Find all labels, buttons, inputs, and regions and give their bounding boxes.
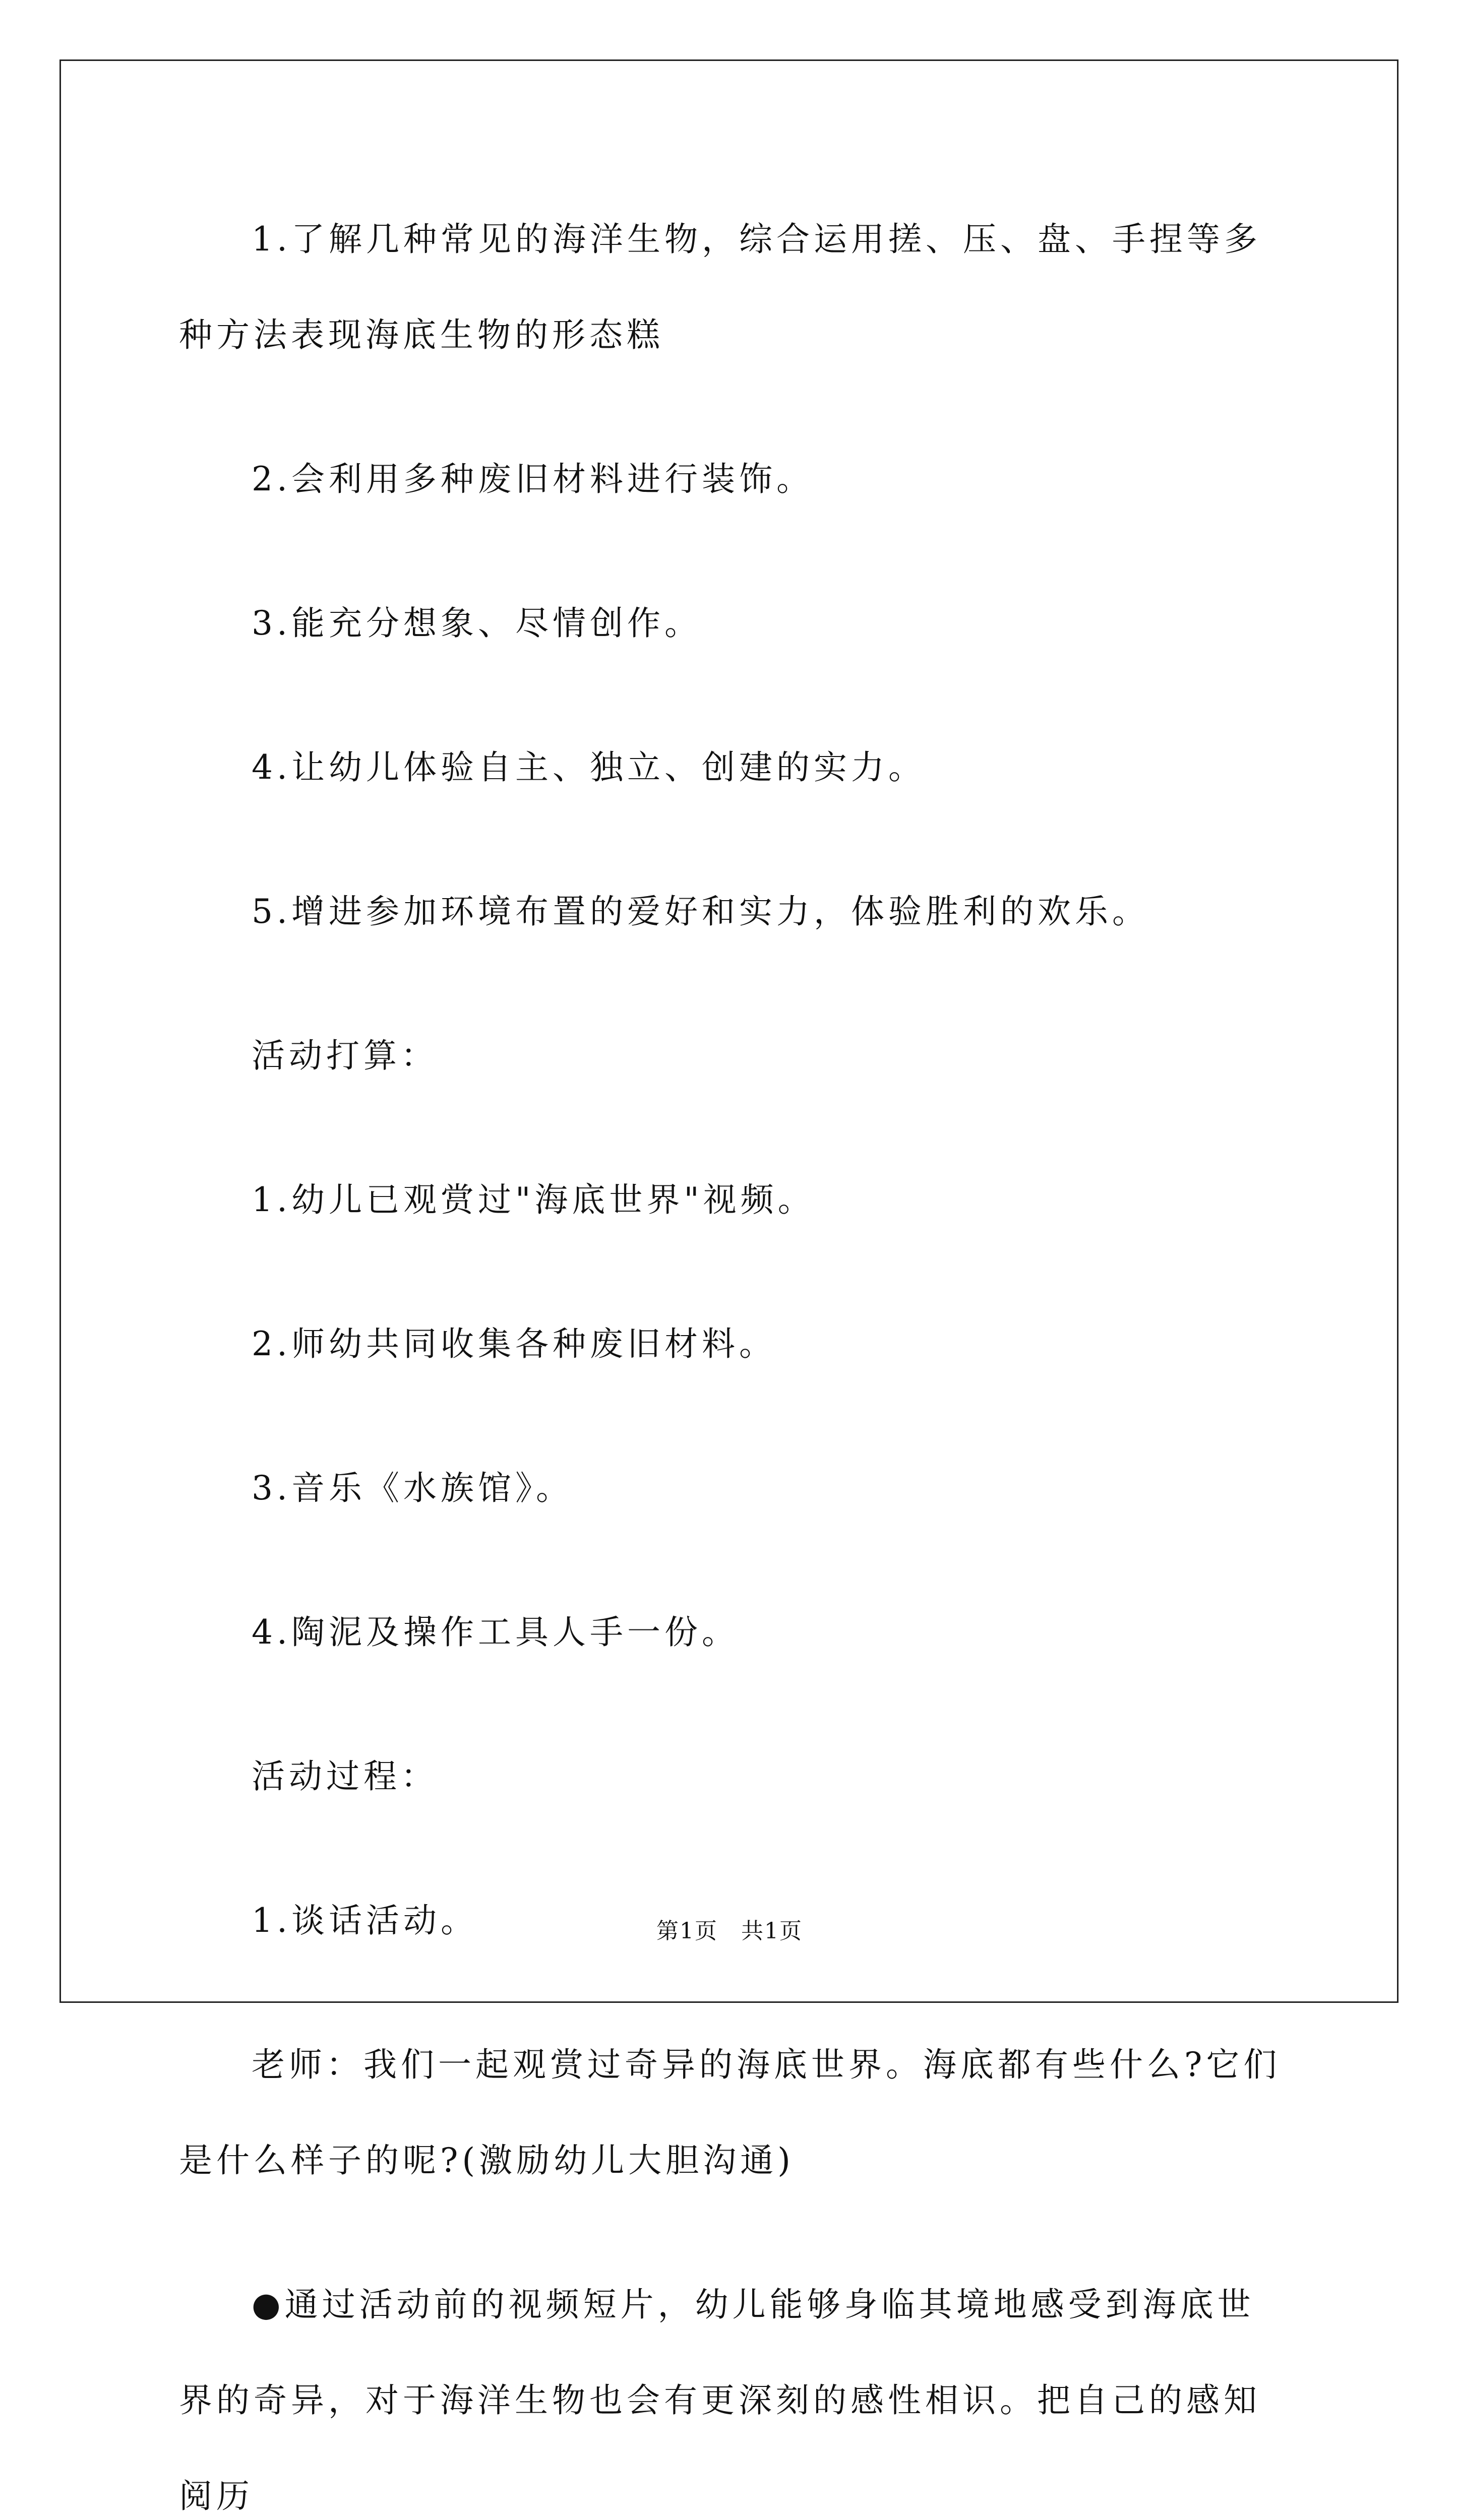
heading-process: 活动过程：: [252, 1757, 438, 1796]
paragraph-process-1: 1.谈话活动。: [252, 1901, 478, 1940]
paragraph-objective-1: 1.了解几种常见的海洋生物，综合运用搓、压、盘、手捏等多种方法表现海底生物的形态糕: [179, 220, 1261, 354]
paragraph-bullet-note: ●通过活动前的视频短片，幼儿能够身临其境地感受到海底世界的奇异，对于海洋生物也会有更深刻的感性相识。把自己的感知阅历: [179, 2285, 1261, 2515]
heading-preparation: 活动打算：: [252, 1036, 438, 1075]
paragraph-objective-5: 5.增进参加环境布置的爱好和实力，体验胜利的欢乐。: [252, 892, 1149, 931]
paragraph-preparation-1: 1.幼儿已观赏过"海底世界"视频。: [252, 1180, 815, 1219]
paragraph-objective-2: 2.会利用多种废旧材料进行装饰。: [252, 460, 814, 498]
paragraph-teacher-dialogue: 老师：我们一起观赏过奇异的海底世界。海底都有些什么?它们是什么样子的呢?(激励幼儿大胆沟通): [179, 2045, 1281, 2180]
paragraph-preparation-3: 3.音乐《水族馆》。: [252, 1469, 573, 1507]
paragraph-preparation-4: 4.陶泥及操作工具人手一份。: [252, 1613, 739, 1652]
paragraph-preparation-2: 2.师幼共同收集各种废旧材料。: [252, 1325, 776, 1363]
paragraph-objective-3: 3.能充分想象、尽情创作。: [252, 604, 702, 643]
paragraph-objective-4: 4.让幼儿体验自主、独立、创建的实力。: [252, 748, 926, 787]
document-body: [179, 192, 1288, 2520]
page-number: 第1页 共1页: [656, 1918, 803, 1944]
